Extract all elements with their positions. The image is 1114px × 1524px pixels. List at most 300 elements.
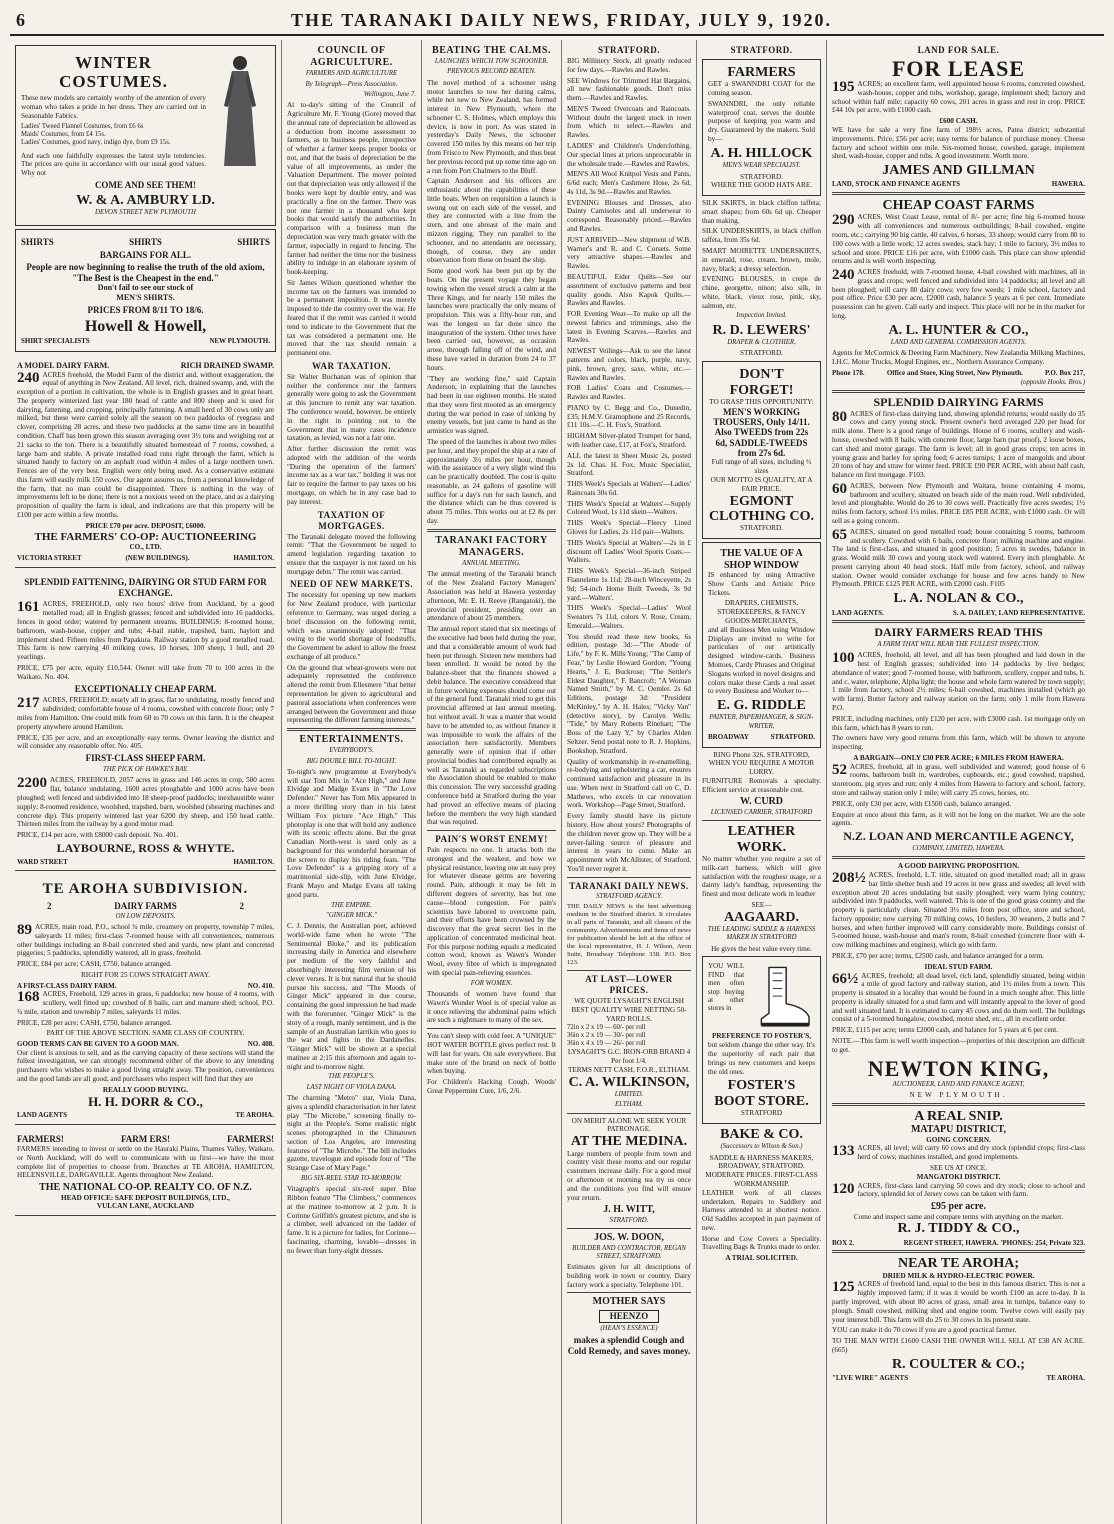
divider <box>832 620 1085 623</box>
stratford-notice: BEAUTIFUL Eider Quilts—See our assortment of exclusive patterns and best quality goods. Also Kapok Quilts.—Rawles and Rawles. <box>567 272 691 308</box>
photo-notice: Every family should have its picture history. How about yours? Photographs of the children never grow up. They will be a never-failing source of pleasure and interest in years to come. Make an appointment with McAllister, of Stratford. You'll never regret it. <box>567 812 691 873</box>
every-heading: EVERYBODY'S. <box>329 747 374 755</box>
winter-body: And each one faithfully expresses the latest style tendencies. The prices are quite in accordance with our usual good values. Why not <box>21 151 206 178</box>
sdf-no-1: F103. <box>908 471 926 480</box>
last-heading: AT LAST—LOWER PRICES. <box>585 974 673 996</box>
motto-line: OUR MOTTO IS QUALITY, AT A FAIR PRICE. <box>710 476 813 493</box>
ent-heading: ENTERTAINMENTS. <box>299 734 404 746</box>
sheep-body: ACRES, FREEHOLD, 2057 acres in grass and 146 acres in crop, 500 acres flat, balance undulating, 1600 acres ploughable and 1000 acres have been ploughed; well fenced and subdivided into 18 sheep-proof paddocks; inexhaustible water supply; 8-roomed residence, woolshed, trapshed, barn, woolshed (shearing machines and concrete dip). This property wintered last year 6200 dry sheep, and 150 head cattle. Thirteen miles from the railway by a good motor road. <box>17 776 274 829</box>
trousers-line: MEN'S WORKING TROUSERS, Only 14/11. <box>713 406 810 428</box>
aroha-low: ON LOW DEPOSITS. <box>115 912 176 920</box>
shirts-foot-right: NEW PLYMOUTH. <box>209 337 270 346</box>
six-heading: BIG SIX-REEL STAR TO-MORROW. <box>301 1175 402 1182</box>
silk-item: EVENING BLOUSES, in crepe de chine, georgette, ninon; also silk, in white, black, vieux rose, pink, sky, salmon, etc. <box>702 275 821 310</box>
women-paragraph: Thousands of women have found that Wawn's Wonder Wool is of special value as it once relieving the abdominal pains which are such a nightmare to many of the sex. <box>427 990 556 1025</box>
beat-heading: BEATING THE CALMS. <box>432 45 551 56</box>
manga-paragraph: ACRES, first-class land carrying 50 cows and dry stock; close to school and factory, splendid lot of Jersey cows can be taken with farm. <box>857 1181 1085 1199</box>
laybourne-town: HAMILTON. <box>233 857 274 866</box>
sdf-acres-1: 80 <box>832 408 847 425</box>
near-paragraph: ACRES of freehold land, equal to the best in this famous district. This is not a highly improved farm; if it was it would be worth £100 an acre to-day. It is partly improved, with about 80 acres of grass, small area in turnips, balance easy to plough. Small cowshed, milking shed and engine room. Twelve cows will easily pay your interest bill. This farm will do 25 to 30 cows in its present state. <box>832 1280 1085 1324</box>
shirts-footer <box>21 337 270 346</box>
dairy-heading: DAIRY FARMERS READ THIS <box>874 625 1043 640</box>
boot-icon <box>748 962 815 1032</box>
farmers-coop-co: CO., LTD. <box>129 543 162 552</box>
near-sub: DRIED MILK & HYDRO-ELECTRIC POWER. <box>882 1271 1035 1280</box>
stratford-notice: THIS Week's Special—Ladies' Wool Sweaters 7s 11d, colors V. Rose, Cream, Emerald.—Walters. <box>567 604 691 630</box>
coulter-agents: "LIVE WIRE" AGENTS <box>832 1374 909 1383</box>
coulter-footer <box>832 1374 1085 1383</box>
stratford-notice: FOR Evening Wear—To make up all the newest fabrics and trimmings, also the latest in Evening Scarves.—Rawles and Rawles. <box>567 310 691 345</box>
agri-by: By Telegraph—Press Association. <box>305 80 398 88</box>
coast-paragraph-2: ACRES freehold, with 7-roomed house, 4-bail cowshed with machines, all in grass and crops; well fenced and subdivided into 14 paddocks; all level and all been ploughed; will carry 80 dairy cows; very few weeds; 1 mile school, factory and post office. Price £30 per acre, £2000 cash, balance 5 years at 6 per cent. Immediate possession can be given. Call early and inspect. This place will not be in the market for long. <box>832 268 1085 320</box>
shirts-head: SHIRTS <box>129 236 162 247</box>
heenzo-paragraph: makes a splendid Cough and Cold Remedy, and saves money. <box>567 1335 691 1356</box>
curd-sub: LICENSED CARRIER, STRATFORD <box>710 808 813 816</box>
aroha-price-2: PRICE, £28 per acre; CASH, £750, balance arranged. <box>17 1018 172 1027</box>
farmers-body: FARMERS intending to invest or settle on the Hauraki Plains, Thames Valley, Waikato, or North Auckland, will do well to communicate with us first—we have the most complete list of properties to choose from. Branches at TE AROHA, HAMILTON, HELENSVILLE, DARGAVILLE. Agents throughout New Zealand. <box>17 1144 274 1180</box>
silk-item: SILK UNDERSKIRTS, in black chiffon taffeta, from 35s 6d. <box>702 227 821 245</box>
sheep-acres: 2200 <box>17 775 47 792</box>
silk-item: SMART MOIRETTE UNDERSKIRTS, in emerald, rose, cream, brown, mole, navy, black; a dressy selection. <box>702 246 821 273</box>
hillock-tag: WHERE THE GOOD HATS ARE. <box>710 181 813 190</box>
tfm-paragraph: The annual meeting of the Taranaki branch of the New Zealand Factory Managers' Association was held at Hawera yesterday afternoon, Mr. E. H. Reeve (Rangatoki), the provincial president, presiding over an attendance of about 25 members. <box>427 570 556 623</box>
newton-town: NEW PLYMOUTH. <box>909 1090 1008 1099</box>
riddle-street: BROADWAY <box>708 733 749 742</box>
hunter-phone: Phone 178. <box>832 369 865 378</box>
dorr-footer <box>17 1111 274 1120</box>
divider <box>427 529 556 532</box>
stratford-notice: SEE Windows for Trimmed Hat Bargains, all new fashionable goods. Don't miss them.—Rawles and Rawles. <box>567 76 691 103</box>
splendid-price: PRICE, £75 per acre, equity £10,544. Owner will take from 70 to 100 acres in the Waikato. <box>17 663 274 681</box>
netting-row: 36in x 4 x 19 — 26/- per roll <box>567 1040 646 1048</box>
column-5 <box>697 40 827 1524</box>
dorr-firm: H. H. DORR & CO., <box>88 1093 203 1109</box>
model-price: PRICE £70 per acre. DEPOSIT, £6000. <box>85 521 206 530</box>
jg-agents: LAND, STOCK AND FINANCE AGENTS <box>832 180 961 189</box>
manga-heading: MANGATOKI DISTRICT. <box>916 1172 1001 1181</box>
boot-row <box>708 962 815 1032</box>
farmers-head: FARMERS! <box>227 1133 274 1144</box>
mother-says: MOTHER SAYS <box>592 1296 666 1308</box>
dairy-paragraph-2: The owners have very good returns from this farm, which will be shown to anyone inspecting. <box>832 734 1085 752</box>
tdn-agency: STRATFORD AGENCY. <box>596 892 662 900</box>
bargain-acres: 52 <box>832 761 847 778</box>
riddle-name: E. G. RIDDLE <box>717 698 806 714</box>
newton-name: NEWTON KING, <box>867 1055 1050 1081</box>
bargain-heading: A BARGAIN—ONLY £30 PER ACRE; 6 MILES FROM HAWERA. <box>853 753 1064 762</box>
dont-forget: DON'T FORGET! <box>729 367 794 398</box>
newspaper-title: THE TARANAKI DAILY NEWS, FRIDAY, JULY 9, 1920. <box>291 10 832 30</box>
aroha-acres-2: 168 <box>17 989 40 1006</box>
dairy-acres: 100 <box>832 650 855 667</box>
riddle-town: STRATFORD. <box>770 733 815 742</box>
beat-sub: LAUNCHES WHICH TOW SCHOONER. <box>434 58 549 66</box>
dairy-price: PRICE, including machines, only £120 per acre, with £3000 cash. 1st mortgage only on this farm, which has 8 years to run. <box>832 714 1085 732</box>
jg-footer <box>832 180 1085 189</box>
newton-sub: AUCTIONEER, LAND AND FINANCE AGENT, <box>892 1080 1025 1088</box>
lewers-name: R. D. LEWERS' <box>712 322 811 338</box>
doon-paragraph: Estimates given for all descriptions of building work in town or country. Dairy factory work a specialty. Telephone 101. <box>567 1263 691 1289</box>
hot-water-bottle-notice: You can't sleep with cold feet. A "UNIQUE" HOT WATER BOTTLE gives perfect rest. It will last for years. On sale everywhere. But make sure of the brand on neck of bottle when buying. <box>427 1032 556 1076</box>
farmers-coop-town: HAMILTON. <box>233 554 274 562</box>
splendid-title: SPLENDID FATTENING, DAIRYING OR STUD FARM FOR EXCHANGE. <box>24 576 267 598</box>
books-notice: You should read these new books, 6s edition, postage 3d:—"The Abode of Life," by F. K. Mills Young; "The Camp of Fear," by Leslie Howard Gordon; "Young Hearts," J. E. Buckrose; "The Settler's Eldest Daughter," F. Bancroft; "A Woman Named Smith," by M. C. Oemler. 2s 6d Editions, postage 3d: "President McKinley," by A. H. Hales; "Vicky Van" (detective story), by Carolyn Wells; "Tide," by Mary Roberts Rinehart; "The Boss of the Lazy Y," by Charles Alden Seltzer. Send postal note to R. J. Hopkins, Bookshop, Stratford. <box>567 632 691 755</box>
pref-paragraph: but seldom change the other way. It's the superiority of each pair that brings us new customers and keeps the old ones. <box>708 1041 815 1076</box>
farmers-head: FARM ERS! <box>120 1133 171 1144</box>
value-heading: THE VALUE OF A SHOP WINDOW <box>720 548 803 571</box>
hillock-sub: MEN'S WEAR SPECIALIST. <box>722 162 801 170</box>
wilkinson-town: ELTHAM. <box>615 1101 643 1109</box>
coast-acres-1: 290 <box>832 212 855 229</box>
tiddy-addr: REGENT STREET, HAWERA. 'PHONES: 254, Private 323. <box>903 1238 1085 1247</box>
dorr-town: TE AROHA. <box>235 1111 274 1120</box>
war-paragraph: After further discussion the remit was adopted with the addition of the words "During the operation of the farmers' income tax as a war tax," holding it was not fair to require the farmer to pay taxes on his mortgage, on which he in any case had to pay interest. <box>287 445 416 506</box>
sdf-acres-2: 60 <box>832 480 847 497</box>
value-paragraph-2: and all Business Men using Window Displays are invited to write for particulars of our artistically designed window-cards. Business Mottoes, Cardy Phrases and Original Slogans worked in novel designs and colors make these Cards a real asset to every Business and Worker to— <box>708 625 815 696</box>
need-heading: NEED OF NEW MARKETS. <box>289 579 413 590</box>
near-heading: NEAR TE AROHA; <box>897 1256 1020 1272</box>
agri-heading: COUNCIL OF AGRICULTURE. <box>310 45 393 69</box>
tiddy-footer <box>832 1239 1085 1248</box>
matapu-paragraph: ACRES, all level; will carry 60 cows and dry stock (splendid crops; first-class herd of cows; machines installed, and good implements. <box>857 1144 1085 1162</box>
masthead <box>10 10 1104 36</box>
divider <box>702 820 821 821</box>
every-paragraph: To-night's new programme at Everybody's will star Tom Mix in "Ace High," and June Elvidge and Madge Evans in "The Love Defender." Never has Tom Mix appeared in a more thrilling story than in his latest William Fox picture "Ace High." This photoplay is one that will hold any audience with its scenic effects alone. But the great Canadian North-west is used only as a background for this wonderful horseman of the screen to display his riding feats. "The Love Defender" is a gripping story of a matrimonial side-slip, with June Elvidge, Frank Mayo and Madge Evans all taking good parts. <box>287 767 416 899</box>
stratford-notice: FOR Ladies' Coats and Costumes.—Rawles and Rawles. <box>567 384 691 402</box>
manga-paragraph-2: Come and inspect same and compare terms with anything on the market. <box>853 1212 1064 1221</box>
stratford-notice: THIS Week's Special—36-inch Striped Flannelette 1s 11d; 28-inch Winceyette, 2s 9d; 54-inch Home Built Tweeds, 3s 9d yard.—Walters'. <box>567 567 691 602</box>
aagaard-tag: He gives the best value every time. <box>711 944 812 953</box>
winter-item: Ladies' Costumes, good navy, indigo dye, from £9 15s. <box>21 139 171 147</box>
sdf-no-3: F105 <box>989 580 1005 589</box>
aroha-first: A FIRST-CLASS DAIRY FARM. <box>17 981 117 990</box>
beat-sub2: PREVIOUS RECORD BEATEN. <box>447 68 536 76</box>
foster-name: FOSTER'S BOOT STORE. <box>714 1078 809 1109</box>
lease-heading: FOR LEASE <box>891 55 1026 81</box>
shirts-head: SHIRTS <box>21 236 54 247</box>
divider <box>567 1228 691 1229</box>
divider <box>427 1028 556 1029</box>
going-paragraph: ACRES, freehold, L.T. title, situated on good metalled road; all in grass bar little shelter bush and 19 acres in new grass and swedes; all level with exception about 20 acres undulating but easily ploughed; very warm lying country; subdivided into 9 paddocks, well watered. This is one of the good grass country and the property is particularly clean. Situated 3½ miles from post office, store and school, factory opposite; now carrying 70 milking cows, 10 heifers, 30 weaners, 2 bulls and 7 horses, and when further improved will carry considerably more. Buildings consist of 5-roomed house, wash-house and man's room, 8-bail cowshed (concrete floor with 4-cow milking machines and engines), which go with farm. <box>832 870 1085 950</box>
coast-paragraph-1: ACRES, West Coast Lease, rental of 8/- per acre; fine big 6-roomed house with all conveniences and numerous outbuildings; 8-bail cowshed, engine room, etc.; carrying 90 big cattle, 40 calves, 6 horses, 33 sheep; would carry from 80 to 100 cows with a little work; 12 acres swedes, stack hay; 1 mile to factory, 3½ miles to school and store. PRICE £16 per acre, with £1000 cash. This place can show splendid returns and is well worth inspecting. <box>832 213 1085 266</box>
value-paragraph: IS enhanced by using Attractive Show Cards and Artistic Price Tickets. <box>708 571 815 597</box>
bake-sub: (Successors to Wilson & Son.) <box>720 1143 803 1151</box>
curd-name: W. CURD <box>740 796 783 808</box>
snip-heading: A REAL SNIP. <box>914 1108 1003 1124</box>
leather-paragraph: No matter whether you require a set of milk-cart harness, which will give satisfaction with the roughest usage, or a dainty lady's handbag, representing the finest and most delicate work in leather <box>702 855 821 899</box>
shirts-mens: MEN'S SHIRTS. <box>116 292 175 302</box>
matapu-acres: 133 <box>832 1143 855 1160</box>
hunter-paragraph: Agents for McCormick & Deering Farm Machinery, New Zealandia Milking Machines, I.H.C. Motor Trucks, Mogul Engines, etc., Northern Assurance Company. <box>832 349 1085 367</box>
mort-heading: TAXATION OF MORTGAGES. <box>317 509 386 531</box>
lease-acres: 195 <box>832 79 855 96</box>
aroha-first-row <box>17 982 274 991</box>
coast-heading: CHEAP COAST FARMS <box>882 198 1035 214</box>
sheep-no: No. 401. <box>153 831 179 840</box>
foster-ad <box>702 956 821 1123</box>
egmont-ad <box>702 361 821 539</box>
witt-town: STRATFORD. <box>609 1216 649 1224</box>
near-no: (665) <box>832 1345 848 1354</box>
model-head-left: A MODEL DAIRY FARM. <box>17 360 110 370</box>
strat-heading: STRATFORD. <box>730 45 793 55</box>
cheap-price: PRICE, £35 per acre, and an exceptionally easy terms. Owner leaving the district and will consider any reasonable offer. <box>17 733 274 751</box>
column-2 <box>282 40 422 1524</box>
divider <box>567 877 691 878</box>
hillock-name: A. H. HILLOCK <box>710 145 813 161</box>
model-acres: 240 <box>17 369 40 386</box>
divider <box>567 970 691 971</box>
nolan-footer <box>832 609 1085 618</box>
aroha-no-2: NO. 408. <box>247 1040 274 1049</box>
nzl-sub: COMPANY, LIMITED, HAWERA. <box>912 844 1005 852</box>
furn-line: FURNITURE Removals a specialty. Efficient service at reasonable cost. <box>702 776 821 794</box>
silk-item: SILK SKIRTS, in black chiffon taffeta; smart shapes; from 60s 6d up. Cheaper than making. <box>702 199 821 225</box>
need-paragraph: On the ground that wheat-growers were not adequately represented the conference altered the remit from Ellesmere "that better representation be given to agricultural and pastoral associations when conferences were arranged between the Government and those representing the different farming interests." <box>287 663 416 725</box>
near-paragraph-2: YOU can make it do 70 cows if you are a good practical farmer. <box>832 1326 1017 1335</box>
aroha-no-1: NO. 410. <box>247 981 274 990</box>
invite-line: Inspection Invited. <box>736 312 787 320</box>
manga-price: £95 per acre. <box>931 1201 986 1213</box>
medina-heading: AT THE MEDINA. <box>570 1134 688 1150</box>
tfm-annual: ANNUAL MEETING. <box>462 560 521 568</box>
model-header <box>17 361 274 371</box>
ideal-heading: IDEAL STUD FARM. <box>924 962 993 971</box>
merit-line: ON MERIT ALONE WE SEEK YOUR PATRONAGE. <box>571 1116 687 1134</box>
shirts-firm: Howell & Howell, <box>84 317 207 335</box>
aroha-dairy: DAIRY FARMS <box>114 900 177 911</box>
winter-address: DEVON STREET NEW PLYMOUTH <box>95 209 196 217</box>
tiddy-box: BOX 2. <box>832 1238 855 1247</box>
ideal-price: PRICE, £115 per acre; terms £2000 cash, and balance for 5 years at 6 per cent. <box>832 1026 1059 1035</box>
sdf-paragraph-2: ACRES, between New Plymouth and Waitara, house containing 4 rooms, bathroom and scullery, situated on beach side of the main road. Well subdivided, level and ploughable. Would do 26 to 30 cows well. Practically five acres swedes; 1½ miles from factory, school 1½ miles. PRICE £85 PER ACRE, with £1000 cash. Or will sell as a going concern. <box>832 481 1085 525</box>
bake-name: BAKE & CO. <box>720 1126 803 1142</box>
national-coop-head-office: HEAD OFFICE: SAFE DEPOSIT BUILDINGS, LTD., <box>61 1193 230 1202</box>
drapers-line: DRAPERS, CHEMISTS, STOREKEEPERS, & FANCY GOODS MERCHANTS, <box>717 599 806 626</box>
egmont-town: STRATFORD. <box>740 524 783 533</box>
shirts-body: People are now beginning to realise the truth of the old axiom, "The Best is the Cheapest in the end." <box>26 262 265 283</box>
see-line: SEE— <box>751 900 772 909</box>
beat-paragraph: Some good work has been put up by the boats. On the present voyage they began towing when the vessel struck a calm at the Three Kings, and for nearly 150 miles the launches were practically the only means of propulsion. This was a fifty-hour run, and was the longest so far done since the inauguration of the system. Other tows have been carried out, however, as occasion arose, through falling off of the wind, and these have varied in duration from 24 to 37 hours. <box>427 267 556 372</box>
boot-text: YOU WILL FIND that men often stop buying at other stores in <box>708 962 745 1013</box>
tiddy-name: R. J. TIDDY & CO., <box>897 1221 1020 1237</box>
aagaard-sub: THE LEADING SADDLE & HARNESS MAKER IN STRATFORD <box>707 926 816 942</box>
stratford-notice: JUST ARRIVED—New shipment of W.B. Warner's and R. and C. Corsets. Some very attractive shapes.—Rawles and Rawles. <box>567 235 691 271</box>
national-coop-lane: VULCAN LANE, AUCKLAND <box>96 1202 195 1211</box>
sheep-title: FIRST-CLASS SHEEP FARM. <box>85 753 206 764</box>
page-number: 6 <box>16 10 25 30</box>
coulter-town: TE AROHA. <box>1046 1374 1085 1383</box>
shirts-sub: BARGAINS FOR ALL. <box>99 249 192 260</box>
laybourne-ad <box>15 571 276 872</box>
agri-place: Wellington, June 7. <box>363 90 416 98</box>
war-paragraph: Sir Walter Buchanan was of opinion that neither the conference nor the farmers generally were going to ask the Government at this juncture to remit any war taxation. The conference would, however, be entirely in the right in pointing out to the Government that in many cases incidence taxation, as levied, was not a fair one. <box>287 372 416 443</box>
peppermint-notice: For Children's Hacking Cough, Woods' Great Peppermint Cure, 1/6, 2/6. <box>427 1078 556 1095</box>
peoples-heading: THE PEOPLE'S. <box>328 1073 375 1081</box>
see-line: SEE US AT ONCE. <box>930 1163 987 1172</box>
aroha-good: GOOD TERMS CAN BE GIVEN TO A GOOD MAN. <box>17 1040 179 1049</box>
farmers-coop-buildings: (NEW BUILDINGS). <box>125 554 190 562</box>
splendid-body: ACRES, FREEHOLD, only two hours' drive from Auckland, by a good metalled road; all in English grasses; fenced and subdivided into 16 paddocks, fences in good order; watered by permanent streams. BUILDINGS: 8-roomed house, bathroom, wash-house, copper and tubs; 4-bail stable, trapshed, barn, haylott and implement shed. Fifteen miles from Papakura. Railway station by a good metalled road. This farm is now carrying 40 milking cows, 10 horses, 100 sheep, 1 bull, and 20 yearlings. <box>17 600 274 662</box>
stratford-notice: LADIES' and Children's Underclothing. Our special lines at prices unprocurable in the wholesale trade.—Rawles and Rawles. <box>567 142 691 168</box>
wilkinson-name: C. A. WILKINSON, <box>568 1074 690 1090</box>
winter-item: Maids' Costumes, from £4 15s. <box>21 131 106 138</box>
lfs-heading: LAND FOR SALE. <box>917 45 1000 55</box>
divider <box>427 830 556 831</box>
hunter-sub: LAND AND GENERAL COMMISSION AGENTS. <box>890 339 1027 347</box>
foster-town: STRATFORD <box>740 1109 783 1118</box>
column-3 <box>422 40 562 1524</box>
sdf-heading: SPLENDID DAIRYING FARMS <box>873 394 1044 409</box>
stratford-notice: ALL the latest in Sheet Music 2s, posted 2s 1d. Chas. H. Fox, Music Specialist, Stratford. <box>567 451 691 478</box>
heenzo-logo: HEENZO <box>599 1310 659 1323</box>
ideal-acres: 66½ <box>832 970 859 987</box>
bake-moderate: MODERATE PRICES. FIRST-CLASS WORKMANSHIP. <box>705 1171 818 1188</box>
big-heading: BIG DOUBLE BILL TO-NIGHT. <box>306 757 397 765</box>
stratford-notice: EVENING Blouses and Dresses, also Dainty Camisoles and all underwear to correspond. Reasonably priced.—Rawles and Rawles. <box>567 198 691 234</box>
winter-item: Ladies' Tweed Flannel Costumes, from £6 6s <box>21 122 144 130</box>
manga-acres: 120 <box>832 1180 855 1197</box>
agri-paragraph: Sir James Wilson questioned whether the income tax on the farmers was intended to be a permanent imposition. It was merely imposed to tide the country over the war. He feared that if the remit was carried it would tend to indicate to the Government that the tax was considered a permanent one. He moved that the tax should remain a permanent one. <box>287 278 416 358</box>
lease-paragraph-2: WE have for sale a very fine farm of 198½ acres, Patea district; substantial improvements. Price, £56 per acre; easy terms for balance of purchase money. Cheese factory and school within one mile. Six-roomed house, cowshed, garage, implement shed, wash-house, copper and tubs. A good investment. Worth more. <box>832 125 1085 161</box>
beat-paragraph: "They are working fine," said Captain Anderson, in explaining that the launches had been in use eighteen months. He stated that they were first mooted as an emergency during the war period in case of sinking by enemy vessels, but just came to hand as the armistice was signed. <box>427 374 556 436</box>
aroha-good-row <box>17 1040 274 1049</box>
ideal-note: NOTE.—This farm is well worth inspection—properties of this description are difficult to get. <box>832 1037 1085 1054</box>
bargain-paragraph: ACRES, freehold, all in grass, well subdivided and watered; good house of 6 rooms, bathroom built in, wardrobes, cupboards, etc.; good cowshed, trapshed, storeroom, pig styes and run; only 4 miles from Hawera to factory and school, factory, store and railway station only 1 mile; will carry 25 cows, horses, etc. <box>832 762 1085 797</box>
aroha-body-2: ACRES, Freehold, 129 acres in grass, 6 paddocks; new house of 4 rooms, with scullery, well fitted up; cowshed of 8 bails, cart and manure shed; school, P.O. ¾ mile, station and township 7 miles, saleyards 11 miles. <box>17 990 274 1016</box>
dorr-agents: LAND AGENTS <box>17 1111 67 1120</box>
medina-paragraph: Large numbers of people from town and country visit these rooms and our regular customers increase daily. For a good meal or afternoon or morning tea try us once and the conditions you find will ensure your return. <box>567 1149 691 1202</box>
cheap-body: ACRES, FREEHOLD; nearly all in grass, flat to undulating, mostly fenced and subdivided; comfortable house of 4 rooms, cowshed with concrete floor; only 7 miles from Hamilton. One could milk from 60 to 70 cows on this farm. It is the cheapest property anywhere around Hamilton. <box>17 696 274 731</box>
riddle-sub: PAINTER, PAPERHANGER, & SIGN-WRITER, <box>709 714 814 730</box>
farmers-heading: FARMERS <box>727 64 796 80</box>
going-acres: 208½ <box>832 869 866 886</box>
aroha-two: 2 <box>47 900 52 911</box>
tweeds-line: Also TWEEDS from 22s 6d, SADDLE-TWEEDS from 27s 6d. <box>714 427 809 459</box>
aroha-header <box>17 901 274 912</box>
shirts-head: SHIRTS <box>237 236 270 247</box>
bargain-price: PRICE, only £30 per acre, with £1500 cash, balance arranged. <box>832 799 1012 808</box>
doon-name: JOS. W. DOON, <box>594 1232 664 1244</box>
lys-notice: WE QUOTE LYSAGHT'S ENGLISH BEST QUALITY WIRE NETTING 50-YARD ROLLS. <box>571 997 687 1023</box>
stratford-notice: THIS Week's Specials at Walters'—Ladies' Raincoats 30s 6d. <box>567 480 691 497</box>
empire-paragraph: C. J. Dennis, the Australian poet, achieved world-wide fame when he wrote "The Sentimental Bloke," and its publication increasing daily in America and elsewhere per medium of the very faithful and absorbingly interesting film version of his clever verses. It is but natural that he should pursue his success, and "The Moods of Ginger Mick" appeared in due course, containing the good impression he had made with the forerunner. "Ginger Mick" is the story of a rough, manly sentiment, and is the sample of an Australian larrikin who goes to the war and fights in the Dardanelles. "Ginger Mick" will be shown at a special matinee at 2:15 this afternoon and again to-night and to-morrow night. <box>287 922 416 1071</box>
netting-row: 36in x 2 x 19 — 30/- per roll <box>567 1031 646 1039</box>
national-coop-ad <box>15 1128 276 1216</box>
wilkinson-ltd: LIMITED. <box>614 1091 644 1099</box>
sheep-price: PRICE, £14 per acre, with £8000 cash deposit. <box>17 831 152 840</box>
farmers-coop-street: VICTORIA STREET <box>17 554 82 562</box>
divider <box>832 1103 1085 1106</box>
uphol-notice: Quality of workmanship in re-enamelling, re-bodying and upholstering a car, ensures continued satisfaction and pleasure in its use. When next in Stratford call on C. D. Mathews, who excels in car renovation work. Workshop—Page Street, Stratford. <box>567 757 691 810</box>
divider <box>832 1250 1085 1253</box>
pref-line: PREFERENCE TO FOSTER'S, <box>712 1032 811 1041</box>
egmont-name: EGMONT CLOTHING CO. <box>708 493 814 524</box>
aroha-really: REALLY GOOD BUYING. <box>102 1085 189 1094</box>
laybourne-footer <box>17 858 274 867</box>
splendid-acres: 161 <box>17 599 40 616</box>
model-body: ACRES freehold, the Model Farm of the district and, without exaggeration, the equal of anything in New Zealand. All level, rich, drained swamp, and, with the exception of a portion in cultivation, the whole is in English grasses and in great heart. The property winterized last year 180 head of cattle and 800 sheep and is used for dairying, fattening, and cropping, principally fattening. A small herd of 30 cows only are milked, but these were carried solely all the season on two paddocks of ryegrass and clover, comprising 28 acres, and these two paddocks at the same time are in beautiful condition. Chaff has been grown this season averaging over 3½ tons and weighing out at 21 sacks to the ton. There is a beautifully situated homestead of 7 rooms, cowshed, a large barn and stable. A private installed road runs right through the farm, which is situated handy to factory on an asphalt road within 4 miles of a large northern town. Fences are of the very best. English were only being used. As a conservative estimate this farm will easily milk 150 cows. Our agent assures us, from a personal knowledge of the farm, that no man could be disappointed. There is nothing in the way of improvements left to be done; there is not a noxious weed on the place, and as a dairying proposition of quality the farm is ideal, and indications are that this property will be £100 per acre within a few months. <box>17 370 274 520</box>
bake-paragraph-2: Horse and Cow Covers a Speciality. Travelling Bags & Trunks made to order. <box>702 1234 821 1252</box>
hunter-opp: (opposite Hooks. Bros.) <box>1020 378 1085 386</box>
witt-name: J. H. WITT, <box>603 1204 655 1216</box>
nzl-name: N.Z. LOAN AND MERCANTILE AGENCY, <box>843 829 1074 844</box>
bake-sub2: SADDLE & HARNESS MAKERS, BROADWAY, STRATFORD. <box>709 1153 814 1171</box>
aroha-client: Our client is anxious to sell, and as the carrying capacity of these sections will stand the fullest investigation, we can strongly recommend either of the above to any intending purchasers who wishes to make a good living straight away. The position, conveniences and the good lands are all good, and purchasers who inspect will find that they are <box>17 1048 274 1083</box>
stratford-notice: HIGHAM Silver-plated Trumpet for band, with leather case, £17, at Fox's, Stratford. <box>567 432 691 449</box>
grasp-line: TO GRASP THIS OPPORTUNITY: <box>709 397 814 406</box>
divider <box>832 856 1085 859</box>
pain-paragraph: Pain respects no one. It attacks both the strongest and the weakest, and how we physical resistance, leaving one an easy prey for whatever disease germs are hovering round. Pain, although it may be felt in different degrees of severity, has but one cause—blood congestion. For pain's scientists have labored to overcome pain, and their efforts have been crowned by the discovery that the great secret lies in the application of concentrated medicinal heat. For this purpose nothing equals a medicated cotton wool, known as Wawn's Wonder Wool, every fibre of which is impregnated with special pain-relieving essences. <box>427 846 556 978</box>
beat-paragraph: Captain Anderson and his officers are enthusiastic about the capabilities of these little boats. When on requisition a launch is swung out on each side of the vessel, and they are connected with a line from the stern, and one abreast of the main and mizzen rigging. They run parallel to the schooner, and no attendants are necessary, though, of course, they are under observation from those on board the ship. <box>427 177 556 265</box>
dairy-paragraph: ACRES, freehold, all level, and all has been ploughed and laid down in the best of English grasses; subdivided into 14 paddocks by live hedges; abundance of water; good 7-roomed house, with bathroom, scullery, copper and tubs, h. and c. water, telephone, Alpha light; the house and whole farm watered by town supply; 1 mile from factory, school 2½ miles; 6-bail cowshed, machines installed (which go with farm). Butter factory and railway station on the farm; only 1 mile from Hawera P.O. <box>832 651 1085 712</box>
lease-cash: £600 CASH. <box>939 117 978 126</box>
farmers-coop-name: THE FARMERS' CO-OP: AUCTIONEERING <box>34 530 257 543</box>
column-6 <box>827 40 1090 1524</box>
cheap-title: EXCEPTIONALLY CHEAP FARM. <box>74 683 217 694</box>
stratford-notice: THIS Week's Special at Walters'—2s in £ discount off Ladies' Wool Sports Coats.—Walters. <box>567 538 691 565</box>
bake-trial: A TRIAL SOLICITED. <box>725 1254 798 1263</box>
peoples-paragraph: The charming "Metro" star, Viola Dana, gives a splendid characterisation in her latest play "The Microbe," screening finally to-night at the People's. Some realistic night scenes photographed in the Chinatown section of Los Angeles, are interesting features of "The Microbe." The bill includes gazette, travelogue and episode four of "The Strange Case of Mary Page." <box>287 1093 416 1173</box>
netting-row: 72in x 2 x 19 — 60/- per roll <box>567 1023 646 1031</box>
agri-sub: FARMERS AND AGRICULTURE <box>305 70 398 78</box>
aroha-right: RIGHT FOR 25 COWS STRAIGHT AWAY. <box>81 970 210 979</box>
lease-paragraph: ACRES; an excellent farm, well appointed house 6 rooms, concreted cowshed, wash-house, copper and tubs, workshop, garage, implement shed; factory and school within half mile; capacity 60 cows, 201 acres in grass and rest in crop. PRICE £44 10s per acre, with £1000 cash. <box>832 80 1085 115</box>
coast-acres-2: 240 <box>832 267 855 284</box>
terms-notice: TERMS NETT CASH, F.O.R., ELTHAM. <box>567 1065 691 1074</box>
tfm-paragraph: The annual report stated that six meetings of the executive had been held during the year, and that a considerable amount of work had been put through. Sixteen new members had been enrolled. It would be noted by the balance-sheet that the finances showed a debit balance. The executive considered that in future working expenses should come out of the general fund. Taranaki tried to get this provincial affirmed at last annual meeting, but without avail. It was a matter that would have to be attended to, as without finance it was impossible to work the affairs of the association here satisfactorily. Members generally were of opinion that if other provincial bodies had contributed equally as well as Taranaki as regarded subscriptions the Association should be enabled to make this concession. The very successful grading conference held at Stratford during the year had proved an effective means of placing before the members the very high standard that was required. <box>427 625 556 827</box>
shirts-foot-left: SHIRT SPECIALISTS <box>21 337 90 346</box>
coulter-name: R. COULTER & CO.; <box>892 1356 1025 1372</box>
agri-paragraph: At to-day's sitting of the Council of Agriculture Mr. F. Young (Gore) moved that the annual rate of depreciation be allowed as a deduction from income assessment to farmers, as to business people, irrespective of whether a farmer keeps proper books or not, and that the basis of depreciation be the value of all improvements, as under the Valuation Department. The mover pointed out that depreciation was only allowed if the books were kept by double entry, and was practically a fine on the farmer. There was not one farmer in a thousand who kept books that would satisfy the authorities. In comparison with a business man the depreciation was very much greater with the farmer, especially in regard to fencing. The farmer had neither the time nor the business ability to indulge in an elaborate system of book-keeping. <box>287 101 416 277</box>
war-heading: WAR TAXATION. <box>311 360 391 371</box>
divider <box>287 728 416 731</box>
tdn-heading: TARANAKI DAILY NEWS. <box>569 880 689 891</box>
six-paragraph: Vitagraph's special six-reel super Blue Ribbon feature "The Climbers," commences at the matinee to-morrow at 2 p.m. It is Corinne Griffith's greatest picture, and she is a climber, well advanced on the ladder of fame. It is a picture for ladies, for Corinne—fascinating, charming, lovable—dresses in no fewer than forty-eight dresses. <box>287 1185 416 1255</box>
model-dairy-farm-ad <box>15 355 276 568</box>
heenzo-sub: (HEAN'S ESSENCE) <box>600 1324 658 1332</box>
nolan-name: L. A. NOLAN & CO., <box>893 591 1024 607</box>
winter-costumes-ad <box>15 45 276 226</box>
viola-heading: LAST NIGHT OF VIOLA DANA. <box>306 1083 397 1091</box>
winter-firm: W. & A. AMBURY LD. <box>76 192 215 208</box>
stratford-notice: MEN'S Tweed Overcoats and Raincoats. Without doubt the largest stock in town from which to select.—Rawles and Rawles. <box>567 104 691 140</box>
mort-paragraph: The Taranaki delegate moved the following remit: "That the Government be urged to amend legislation regarding taxation to ensure that the taxpayer is not taxed on his mortgage debts." The remit was carried. <box>287 532 416 576</box>
dairy-sub: A FARM THAT WILL BEAR THE FULLEST INSPECTION. <box>877 640 1040 648</box>
bargain-paragraph-2: Enquire at once about this farm, as it will not be long on the market. We are the sole agents. <box>832 810 1085 828</box>
women-heading: FOR WOMEN. <box>470 979 513 987</box>
hunter-footer <box>832 369 1085 378</box>
divider <box>567 1113 691 1114</box>
divider <box>832 192 1085 195</box>
beat-paragraph: The novel method of a schooner using motor launches to tow her during calms, while not new to New Zealand, has formed interest in New Plymouth, where the schooner C. S. Holmes, which employs this device, is now in port. As was stated in yesterday's Daily News, the schooner covered 150 miles by this means on her trip from Frisco to New Plymouth, and thus beat her previous record put up some time ago on a run from Port Chalmers to the Bluff. <box>427 78 556 175</box>
ring-line: RING Phone 326, STRATFORD, WHEN YOU REQUIRE A MOTOR LORRY. <box>708 750 815 777</box>
cheap-no: No. 405. <box>117 742 143 751</box>
netting-list <box>567 1024 691 1049</box>
columns <box>10 40 1104 1524</box>
hunter-box: P.O. Box 217, <box>1045 369 1085 378</box>
stratford-notice: THIS Week's Special—Fleecy Lined Gloves for Ladies, 2s 11d pair—Walters. <box>567 519 691 537</box>
shirts-dont: Don't fail to see our stock of <box>97 283 194 293</box>
beat-paragraph: The speed of the launches is about two miles per hour, and they propel the ship at a rate of approximately 3½ miles per hour, though with the assistance of a very slight wind this can be practically doubled. The cost is quite reasonable, as 24 gallons of gasoline will suffice for a day's run for each launch, and the distance which can be thus covered is about 75 miles. This works out at £2 8s per day. <box>427 438 556 526</box>
leather-heading: LEATHER WORK. <box>727 824 796 855</box>
farmers-head: FARMERS! <box>17 1133 64 1144</box>
matapu-heading: MATAPU DISTRICT, <box>910 1124 1006 1136</box>
stratford-notice: THIS Week's Special at Walters'—Supply Colored Wool, 1s 11d skein—Walters. <box>567 499 691 517</box>
jg-name: JAMES AND GILLMAN <box>882 163 1035 179</box>
nolan-agents: LAND AGENTS. <box>832 608 884 617</box>
model-head-right: RICH DRAINED SWAMP. <box>180 360 274 370</box>
